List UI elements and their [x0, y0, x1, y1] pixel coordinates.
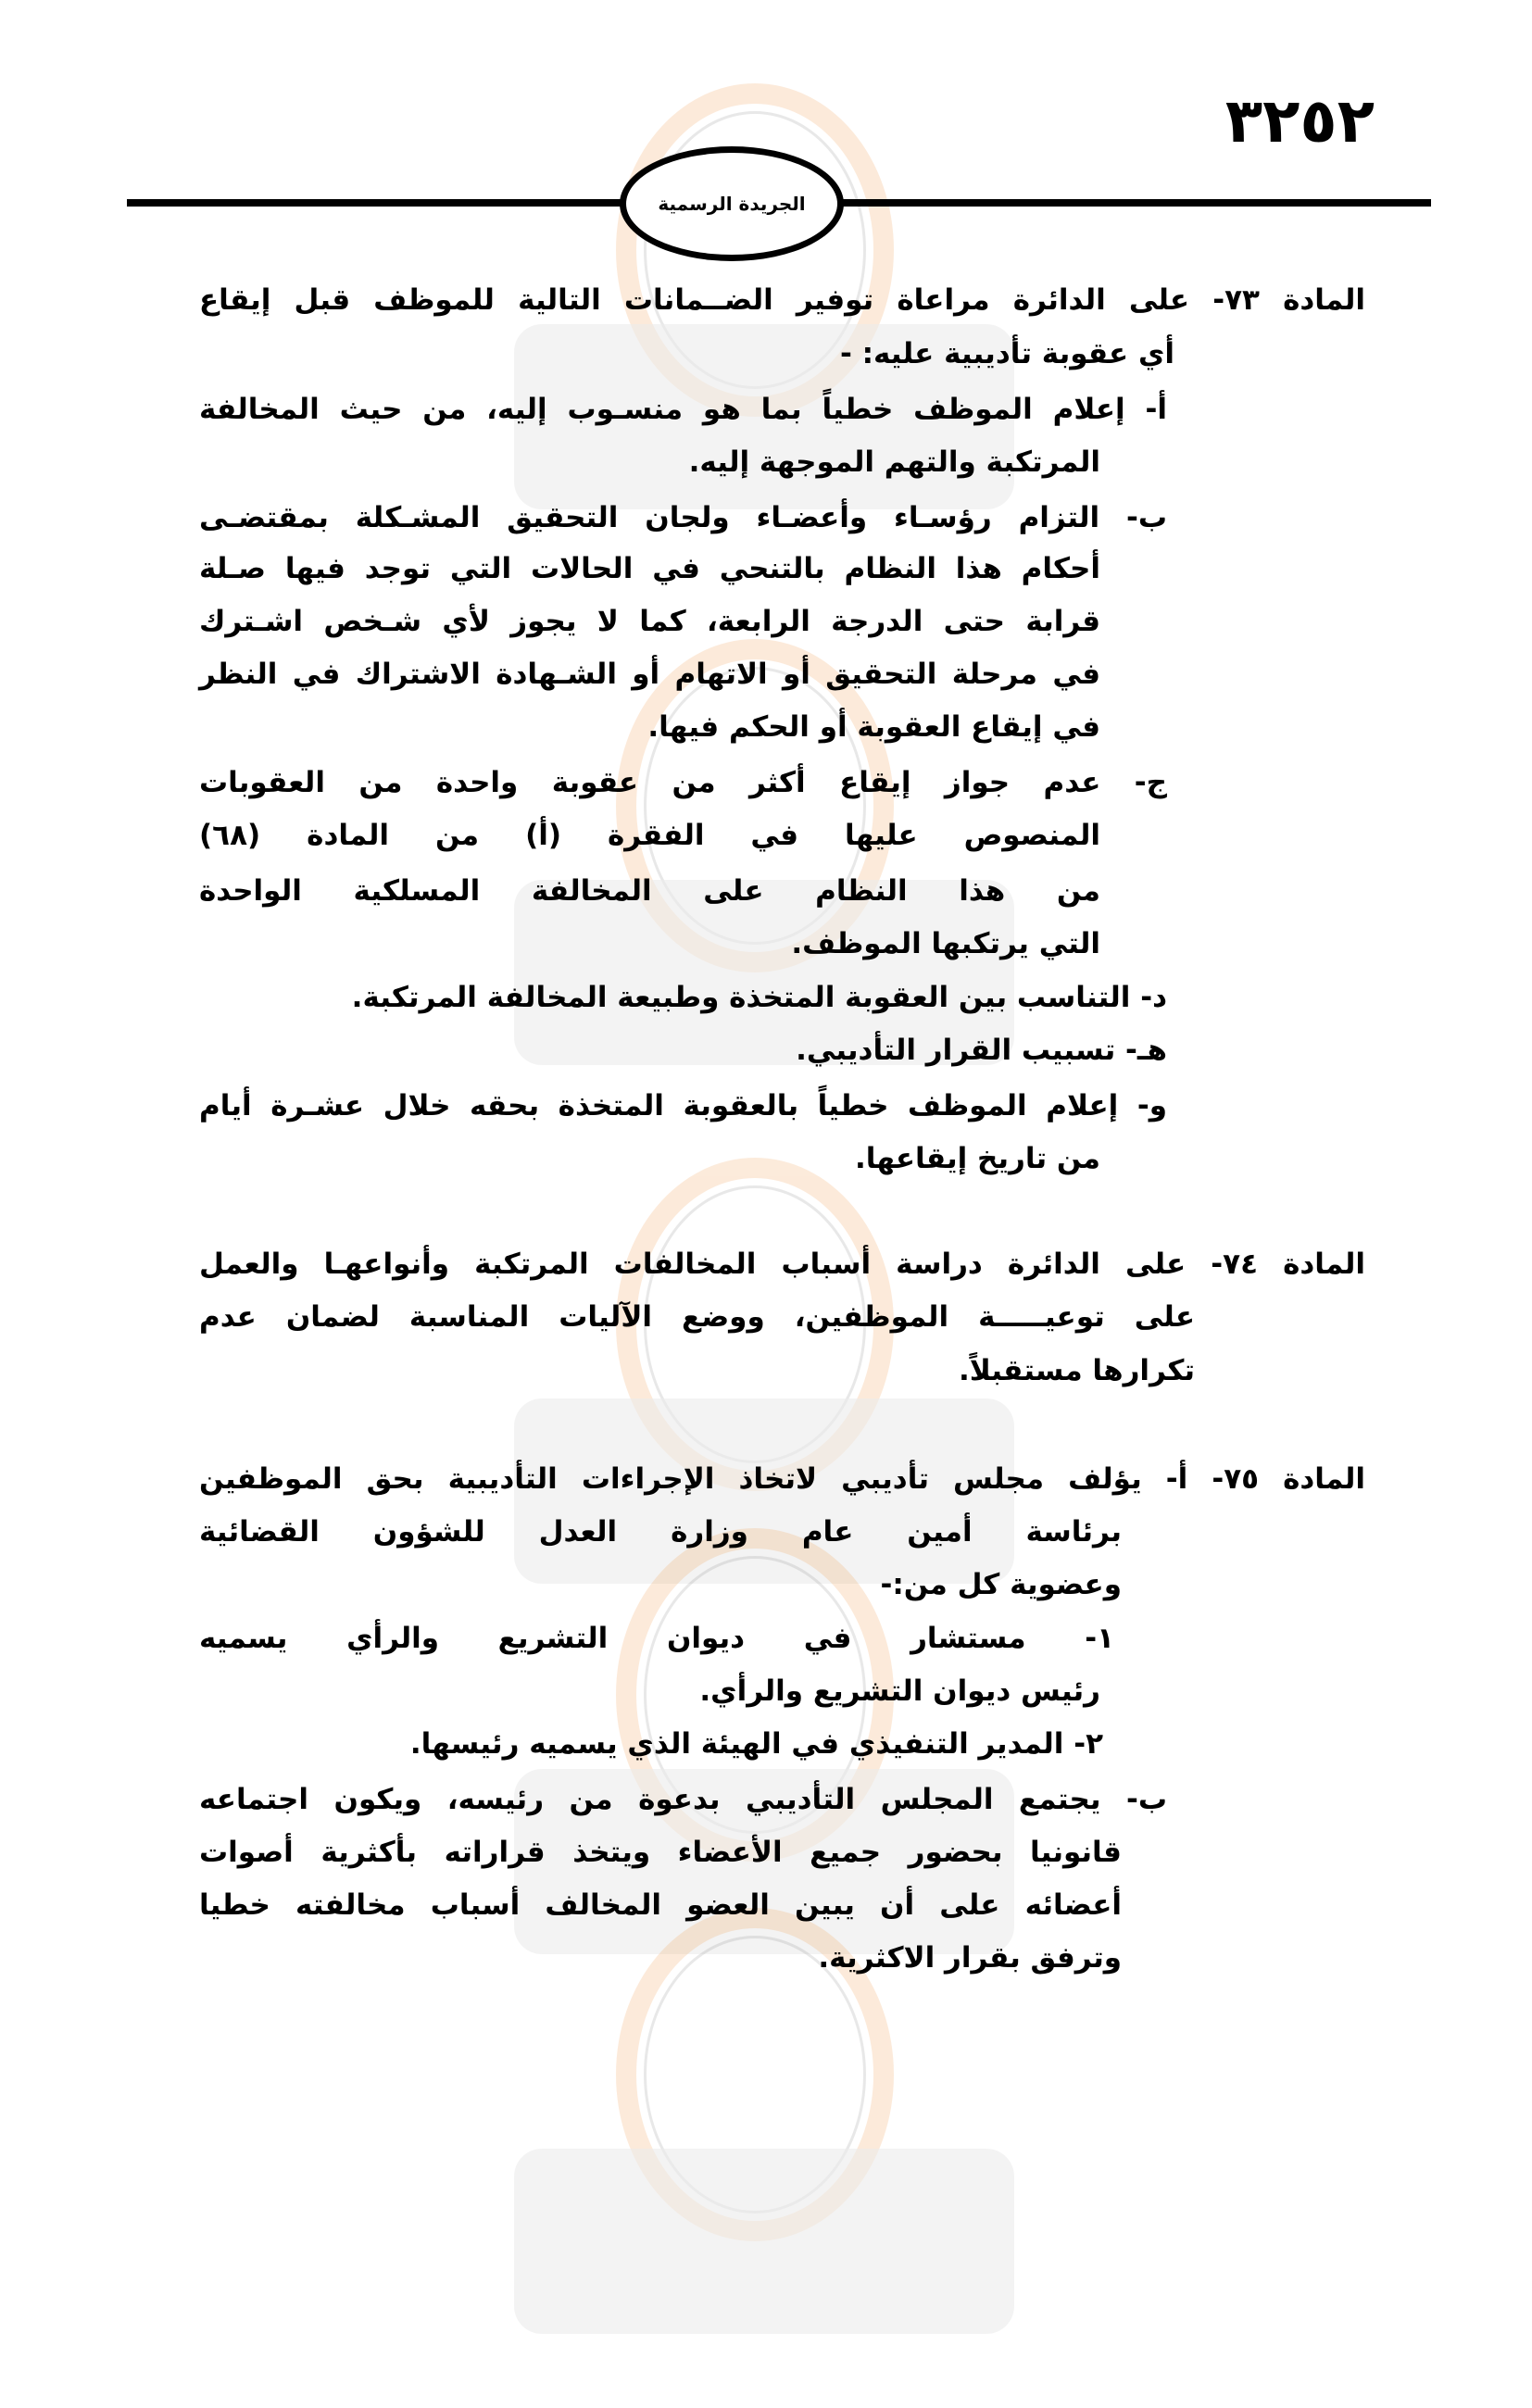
article-74-heading: المادة ٧٤- على الدائرة دراسة أسباب المخالفات المرتكبة وأنواعهـا والعمل — [199, 1248, 1365, 1281]
watermark-logo — [514, 1908, 1014, 2408]
article-75-item-b-line: قانونيا بحضور جميع الأعضاء ويتخذ قراراته بأكثرية أصوات — [199, 1836, 1122, 1869]
article-73-heading: المادة ٧٣- على الدائرة مراعاة توفير الضــمانات التالية للموظف قبل إيقاع — [199, 283, 1365, 317]
article-74-line: تكرارها مستقبلاً. — [958, 1354, 1195, 1387]
article-75-member-1-line: رئيس ديوان التشريع والرأي. — [699, 1674, 1100, 1708]
article-73-item-e: هـ- تسبيب القرار التأديبي. — [796, 1034, 1167, 1067]
article-73-item-d: د- التناسب بين العقوبة المتخذة وطبيعة المخالفة المرتكبة. — [351, 981, 1167, 1014]
article-75-item-a-line: برئاسة أمين عام وزارة العدل للشؤون القضائية — [199, 1515, 1122, 1549]
article-73-item-c-line: المنصوص عليها في الفقرة (أ) من المادة (٦٨) — [199, 819, 1100, 852]
article-75-member-1: ١- مستشار في ديوان التشريع والرأي يسميه — [199, 1622, 1114, 1655]
article-75-heading: المادة ٧٥- أ- يؤلف مجلس تأديبي لاتخاذ الإجراءات التأديبية بحق الموظفين — [199, 1462, 1365, 1496]
article-73-item-a-line: المرتكبة والتهم الموجهة إليه. — [688, 445, 1100, 479]
article-73-line: أي عقوبة تأديبية عليه: - — [839, 337, 1174, 370]
article-73-item-f: و- إعلام الموظف خطياً بالعقوبة المتخذة بحقه خلال عشـرة أيام — [199, 1089, 1167, 1122]
article-75-item-a-line: وعضوية كل من:- — [880, 1568, 1122, 1601]
article-75-item-b: ب- يجتمع المجلس التأديبي بدعوة من رئيسه، ويكون اجتماعه — [199, 1783, 1167, 1816]
article-74-line: على توعيـــــة الموظفين، ووضع الآليات المناسبة لضمان عدم — [199, 1300, 1195, 1334]
gazette-title: الجريدة الرسمية — [658, 193, 806, 215]
article-73-item-c: ج- عدم جواز إيقاع أكثر من عقوبة واحدة من العقوبات — [199, 766, 1167, 799]
article-73-item-b-line: أحكام هذا النظام بالتنحي في الحالات التي توجد فيها صـلة — [199, 552, 1100, 585]
article-75-item-b-line: أعضائه على أن يبين العضو المخالف أسباب مخالفته خطيا — [199, 1888, 1122, 1922]
article-73-item-b-line: في مرحلة التحقيق أو الاتهام أو الشـهادة الاشتراك في النظر — [199, 658, 1100, 691]
gazette-title-oval — [620, 146, 844, 261]
page-number: ٣٢٥٢ — [1224, 85, 1375, 157]
article-75-item-b-line: وترفق بقرار الاكثرية. — [818, 1941, 1122, 1975]
article-73-item-a: أ- إعلام الموظف خطياً بما هو منسـوب إليه، من حيث المخالفة — [199, 393, 1167, 426]
article-73-item-c-line: التي يرتكبها الموظف. — [791, 927, 1100, 960]
article-73-item-c-line: من هذا النظام على المخالفة المسلكية الواحدة — [199, 874, 1100, 908]
article-73-item-b-line: قرابة حتى الدرجة الرابعة، كما لا يجوز لأي شـخص اشـترك — [199, 605, 1100, 638]
article-73-item-b-line: في إيقاع العقوبة أو الحكم فيها. — [647, 710, 1100, 744]
article-73-item-f-line: من تاريخ إيقاعها. — [854, 1142, 1100, 1175]
article-73-item-b: ب- التزام رؤسـاء وأعضـاء ولجان التحقيق المشـكلة بمقتضـى — [199, 501, 1167, 534]
article-75-member-2: ٢- المدير التنفيذي في الهيئة الذي يسميه رئيسها. — [409, 1727, 1103, 1761]
